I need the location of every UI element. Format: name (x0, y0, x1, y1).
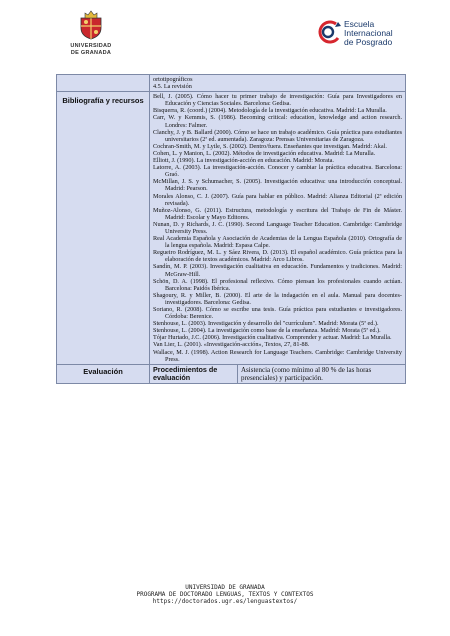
reference-item: Latorre, A. (2003). La investigación-acción. Conocer y cambiar la práctica educativa. Barcelona: Graó. (153, 164, 402, 179)
bibliography-list (149, 92, 405, 364)
ugr-logo-text: UNIVERSIDAD DE GRANADA (70, 43, 112, 56)
page-header (0, 0, 450, 72)
reference-item: Cohen, L. y Manion, L. (2002). Métodos de investigación educativa. Madrid: La Muralla. (153, 149, 376, 157)
reference-item: Bisquerra, R. (coord.) (2004). Metodología de la investigación educativa. Madrid: La Muralla. (153, 107, 387, 115)
reference-item: Cochran-Smith, M. y Lytle, S. (2002). Dentro/fuera. Enseñantes que investigan. Madrid: Akal. (153, 142, 387, 150)
reference-item: Regueiro Rodríguez, M. L. y Sáez Rivera, D. (2013). El español académico. Guía práctica para la elaboración de textos académicos. Madrid: Arco Libros. (153, 249, 402, 264)
empty-label-cell (57, 75, 149, 91)
course-table (56, 74, 406, 384)
attendance-text: Asistencia (como mínimo al 80 % de las horas presenciales) y participación. (237, 365, 405, 383)
reference-item: Nunan, D. y Richards, J. C. (1990). Second Language Teacher Education. Cambridge: Cambridge University Press. (153, 220, 402, 235)
reference-item: Wallace, M. J. (1998). Action Research for Language Teachers. Cambridge: Cambridge University Press. (153, 348, 402, 363)
reference-item: Carr, W. y Kemmis, S. (1986). Becoming critical: education, knowledge and action research. Londres: Falmer. (153, 114, 402, 129)
reference-item: Clanchy, J. y B. Ballard (2000). Cómo se hace un trabajo académico. Guía práctica para estudiantes universitarios (2ª ed. aumentada). Zaragoza: Prensas Universitarias de Zaragoza. (153, 128, 402, 143)
bibliography-label: Bibliografía y recursos (62, 96, 144, 106)
content-continuation-row (57, 75, 405, 91)
ugr-logo (56, 10, 126, 56)
reference-item: Morales Alonso, C. J. (2007). Guía para hablar en público. Madrid: Alianza Editorial (2ª edición revisada). (153, 192, 402, 207)
reference-item: Stenhouse, L. (2003). Investigación y desarrollo del "currículum". Madrid: Morata (5ª ed.). (153, 320, 379, 328)
escuela-posgrado-logo (312, 14, 422, 68)
content-continuation-cell (149, 75, 405, 91)
footer-program: PROGRAMA DE DOCTORADO LENGUAS, TEXTOS Y CONTEXTOS (136, 591, 314, 598)
reference-item: McMillan, J. S. y Schumacher, S. (2005). Investigación educativa: una introducción conceptual. Madrid: Pearson. (153, 178, 402, 193)
reference-item: Schön, D. A. (1998). El profesional reflexivo. Cómo piensan los profesionales cuando actúan. Barcelona: Paidós Ibérica. (153, 277, 402, 292)
reference-item: Stenhouse, L. (2004). La investigación como base de la enseñanza. Madrid: Morata (5ª ed.). (153, 327, 381, 335)
reference-item: Elliott, J. (1990). La investigación-acción en educación. Madrid: Morata. (153, 157, 334, 165)
footer-url: https://doctorados.ugr.es/lenguastextos/ (152, 598, 298, 605)
reference-item: Real Academia Española y Asociación de Academias de la Lengua Española (2010). Ortografía de la lengua española. Madrid: Espasa Calpe. (153, 235, 402, 250)
posgrado-logo-icon (314, 18, 344, 48)
reference-item: Bell, J. (2005). Cómo hacer tu primer trabajo de investigación: Guía para Investigadores en Educación y Ciencias Sociales. Barcelona: Gedisa. (153, 93, 402, 108)
page-footer (0, 584, 450, 605)
reference-item: Tójar Hurtado, J.C. (2006). Investigación cualitativa. Comprender y actuar. Madrid: La Muralla. (153, 334, 392, 342)
evaluation-row (57, 364, 405, 383)
procedures-label: Procedimientos de evaluación (149, 365, 237, 383)
content-line: ortotipográficos (153, 76, 193, 83)
reference-item: Sandín, M. P. (2003). Investigación cualitativa en educación. Fundamentos y tradiciones. Madrid: McGraw-Hill. (153, 263, 402, 278)
content-line: 4.5. La revisión (153, 83, 192, 91)
bibliography-row (57, 91, 405, 364)
ep-logo-text: Escuela Internacional de Posgrado (344, 19, 393, 47)
reference-item: Muñoz-Alonso, G. (2011). Estructura, metodología y escritura del Trabajo de Fin de Máster. Madrid: Escolar y Mayo Editores. (153, 206, 402, 221)
reference-item: Van Lier, L. (2001). «Investigación-acción», Textos, 27, 81-88. (153, 341, 310, 349)
reference-item: Soriano, R. (2008). Cómo se escribe una tesis. Guía práctica para estudiantes e investigadores. Córdoba: Berenice. (153, 306, 402, 321)
evaluation-label: Evaluación (83, 366, 123, 376)
ugr-crest-icon (77, 10, 105, 40)
reference-item: Shagoury, R. y Miller, B. (2000). El arte de la indagación en el aula. Manual para docentes-investigadores. Barcelona: Gedisa. (153, 291, 402, 306)
footer-university: UNIVERSIDAD DE GRANADA (185, 584, 265, 591)
